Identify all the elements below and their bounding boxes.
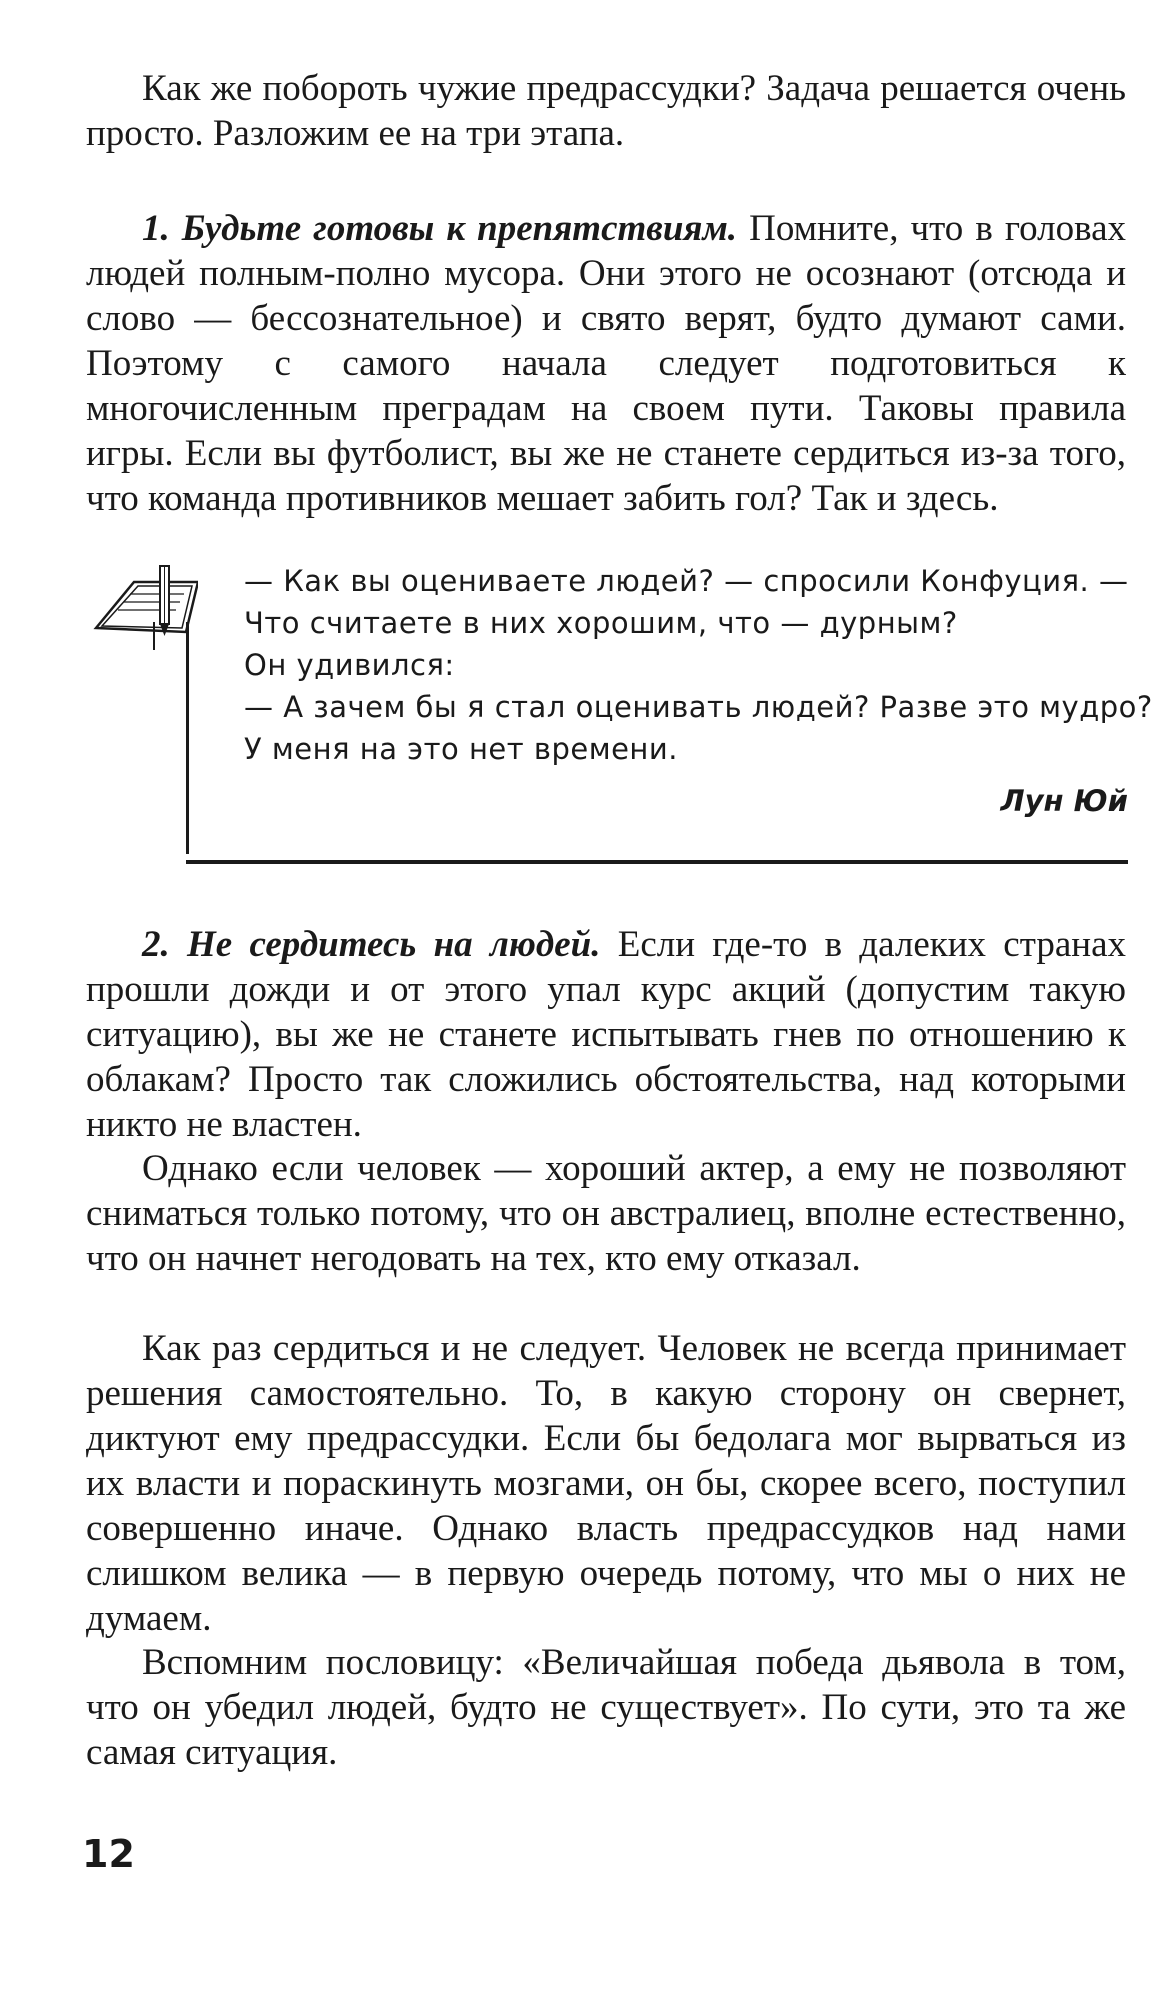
proverb-text: Вспомним пословицу: «Величайшая победа дьявола в том, что он убедил людей, будто не существует». По сути, это та же самая ситуация. — [86, 1642, 1126, 1773]
step-2-text: Если где-то в далеких странах прошли дожди и от этого упал курс акций (допустим такую ситуацию), вы же не станете испытывать гнев по отношению к облакам? Просто так сложились обстоятельства, над которыми никто не властен. — [86, 924, 1126, 1145]
actor-text: Однако если человек — хороший актер, а ему не позволяют сниматься только потому, что он австралиец, вполне естественно, что он начнет негодовать на тех, кто ему отказал. — [86, 1148, 1126, 1279]
paragraph-intro — [86, 66, 1126, 156]
quote-block — [84, 560, 1153, 870]
paragraph-step-1 — [86, 206, 1126, 521]
quote-vertical-rule — [186, 622, 189, 854]
paragraph-proverb — [86, 1640, 1126, 1775]
step-1-text: Помните, что в головах людей полным-полно мусора. Они этого не осознают (отсюда и слово — бессознательное) и свято верят, будто думают сами. Поэтому с самого начала следует подготовиться к многочисленным преградам на своем пути. Таковы правила игры. Если вы футболист, вы же не станете сердиться из-за того, что команда противников мешает забить гол? Так и здесь. — [86, 208, 1126, 519]
paragraph-anger — [86, 1326, 1126, 1641]
anger-text: Как раз сердиться и не следует. Человек не всегда принимает решения самостоятельно. То, в какую сторону он свернет, диктуют ему предрассудки. Если бы бедолага мог вырваться из их власти и пораскинуть мозгами, он бы, скорее всего, поступил совершенно иначе. Однако власть предрассудков над нами слишком велика — в первую очередь потому, что мы о них не думаем. — [86, 1328, 1126, 1639]
page-number: 12 — [82, 1832, 135, 1876]
quote-text — [244, 560, 1153, 770]
quote-line: Он удивился: — [244, 648, 455, 682]
quote-line: — А зачем бы я стал оценивать людей? Разве это мудро? — [244, 690, 1153, 724]
paragraph-step-2 — [86, 922, 1126, 1147]
step-2-heading: 2. Не сердитесь на людей. — [142, 924, 601, 965]
step-1-heading: 1. Будьте готовы к препятствиям. — [142, 208, 738, 249]
quote-line: — Как вы оцениваете людей? — спросили Конфуция. — — [244, 564, 1129, 598]
quote-author: Лун Юй — [1000, 784, 1128, 818]
quote-bottom-rule — [186, 860, 1128, 864]
paragraph-actor — [86, 1146, 1126, 1281]
notebook-pencil-icon — [88, 560, 198, 660]
quote-line: У меня на это нет времени. — [244, 732, 678, 766]
intro-text: Как же побороть чужие предрассудки? Задача решается очень просто. Разложим ее на три этапа. — [86, 68, 1126, 154]
quote-line: Что считаете в них хорошим, что — дурным? — [244, 606, 958, 640]
